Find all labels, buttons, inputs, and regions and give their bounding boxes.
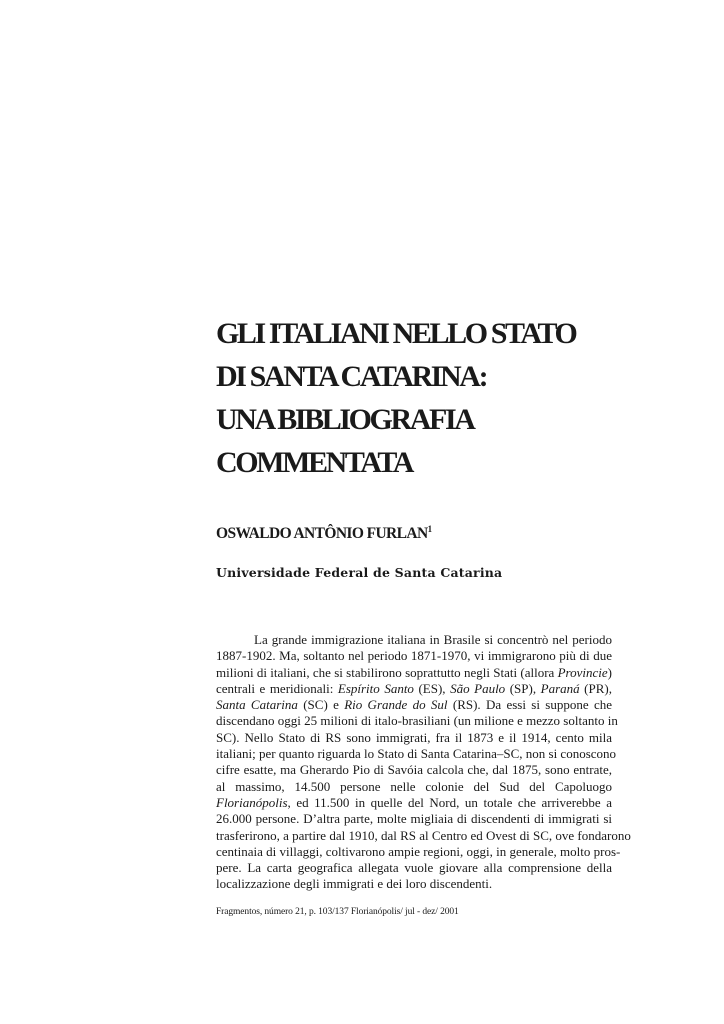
author-name	[216, 524, 432, 543]
abstract-italic-text: Provincie	[557, 664, 608, 680]
abstract-text: SC). Nello Stato di RS sono immigrati, fra il 1873 e il 1914, cento mila	[216, 729, 612, 745]
abstract-text: centinaia di villaggi, coltivarono ampie regioni, oggi, in generale, molto pros-	[216, 843, 621, 859]
abstract-line	[216, 697, 612, 713]
title-line: DI SANTA CATARINA:	[216, 360, 487, 393]
abstract-line	[216, 746, 617, 762]
abstract-text: localizzazione degli immigrati e dei loro discendenti.	[216, 876, 493, 892]
abstract-text: (SC) e	[297, 697, 345, 713]
article-title	[216, 312, 616, 484]
abstract-line	[216, 730, 612, 746]
abstract-text: 26.000 persone. D’altra parte, molte migliaia di discendenti di immigrati si	[216, 811, 612, 827]
abstract-text: La grande immigrazione italiana in Brasile si concentrò nel periodo	[254, 632, 612, 647]
abstract-line	[216, 860, 612, 876]
abstract-line	[216, 811, 612, 827]
abstract-italic-text: Rio Grande do Sul	[344, 697, 448, 713]
abstract-italic-text: Paraná	[540, 680, 580, 696]
abstract-text: italiani; per quanto riguarda lo Stato di Santa Catarina–SC, non si conoscono	[216, 746, 617, 762]
abstract-text: milioni di italiani, che si stabilirono soprattutto negli Stati (allora	[216, 664, 558, 680]
abstract-line	[216, 632, 612, 648]
abstract-text: pere. La carta geografica allegata vuole giovare alla comprensione della	[216, 860, 612, 876]
page-footer-citation: Fragmentos, número 21, p. 103/137 Florianópolis/ jul - dez/ 2001	[216, 907, 459, 917]
abstract-line	[216, 681, 612, 697]
abstract-text: (SP),	[505, 680, 541, 696]
abstract-text: discendano oggi 25 milioni di italo-brasiliani (un milione e mezzo soltanto in	[216, 713, 618, 729]
title-line: GLI ITALIANI NELLO STATO	[216, 317, 576, 350]
abstract-line	[216, 827, 631, 844]
abstract-italic-text: Florianópolis	[216, 794, 288, 810]
title-line: UNA BIBLIOGRAFIA	[216, 403, 474, 436]
abstract-line	[216, 843, 621, 860]
abstract-line	[216, 762, 612, 778]
abstract-italic-text: Santa Catarina	[216, 697, 298, 713]
abstract-text: , ed 11.500 in quelle del Nord, un totale che arriverebbe a	[287, 794, 612, 810]
footnote-marker: 1	[427, 524, 433, 534]
abstract	[216, 632, 631, 893]
abstract-text: al massimo, 14.500 persone nelle colonie del Sud del Capoluogo	[216, 778, 612, 794]
abstract-italic-text: Espírito Santo	[337, 680, 414, 696]
abstract-text: (RS). Da essi si suppone che	[447, 697, 612, 713]
abstract-text: cifre esatte, ma Gherardo Pio di Savóia calcola che, dal 1875, sono entrate,	[216, 762, 612, 778]
author-affiliation: Universidade Federal de Santa Catarina	[216, 565, 503, 580]
abstract-text: (ES),	[413, 680, 451, 696]
abstract-line	[216, 665, 612, 681]
author-name-text: OSWALDO ANTÔNIO FURLAN	[216, 525, 428, 542]
abstract-text: 1887-1902. Ma, soltanto nel periodo 1871-1970, vi immigrarono più di due	[216, 648, 612, 664]
abstract-line	[216, 876, 612, 892]
abstract-line	[216, 795, 612, 811]
abstract-text: trasferirono, a partire dal 1910, dal RS al Centro ed Ovest di SC, ove fondarono	[216, 827, 631, 843]
abstract-line	[216, 713, 618, 729]
abstract-text: centrali e meridionali:	[216, 680, 338, 696]
abstract-line	[216, 779, 612, 795]
abstract-text: )	[607, 664, 612, 680]
abstract-italic-text: São Paulo	[450, 680, 506, 696]
abstract-text: (PR),	[579, 680, 612, 696]
title-line: COMMENTATA	[216, 446, 412, 479]
abstract-line	[216, 648, 612, 664]
